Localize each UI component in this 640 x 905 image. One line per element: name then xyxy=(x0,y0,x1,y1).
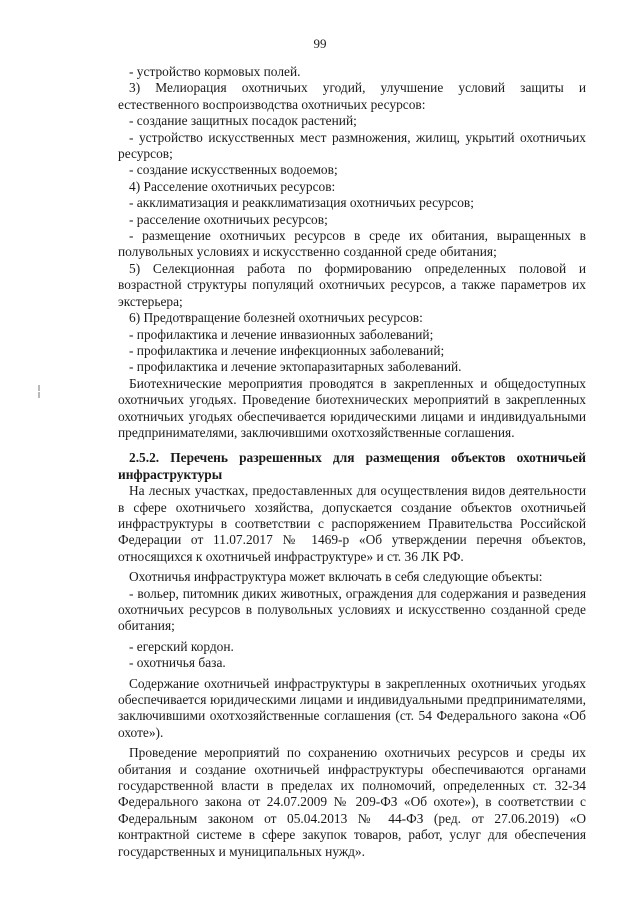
paragraph: - устройство кормовых полей. xyxy=(129,64,301,79)
scan-mark xyxy=(38,392,40,398)
paragraph: - расселение охотничьих ресурсов; xyxy=(129,211,328,227)
paragraph: - вольер, питомник диких животных, ограждения для содержания и разведения охотничьих ресурсов в полувольных условиях и искусственно созданной среде обитания; xyxy=(118,585,586,634)
paragraph: - размещение охотничьих ресурсов в среде их обитания, выращенных в полувольных условиях и искусственно созданной среде обитания; xyxy=(118,228,586,260)
document-body xyxy=(118,64,586,860)
paragraph: - акклиматизация и реакклиматизация охотничьих ресурсов; xyxy=(129,195,474,211)
paragraph: 5) Селекционная работа по формированию определенных половой и возрастной структуры популяций охотничьих ресурсов, а также параметров их экстерьера; xyxy=(118,260,586,309)
paragraph: - охотничья база. xyxy=(129,655,226,671)
paragraph: Охотничья инфраструктура может включать в себя следующие объекты: xyxy=(129,569,543,585)
paragraph: - профилактика и лечение инфекционных заболеваний; xyxy=(129,342,445,358)
paragraph: - егерский кордон. xyxy=(129,638,234,654)
section-heading: 2.5.2. Перечень разрешенных для размещения объектов охотничьей инфраструктуры xyxy=(118,450,586,482)
page-number: 99 xyxy=(313,36,327,51)
paragraph: Биотехнические мероприятия проводятся в закрепленных и общедоступных охотничьих угодьях. Проведение биотехнических мероприятий в закрепленных охотничьих угодьях обеспечивается юридическими лицами и индивидуальными предпринимателями, заключившими охотхозяйственные соглашения. xyxy=(118,375,586,440)
paragraph: Содержание охотничьей инфраструктуры в закрепленных охотничьих угодьях обеспечивается юридическими лицами и индивидуальными предпринимателями, заключившими охотхозяйственные соглашения (ст. 54 Федерального закона «Об охоте»). xyxy=(118,675,586,740)
paragraph: 3) Мелиорация охотничьих угодий, улучшение условий защиты и естественного воспроизводства охотничьих ресурсов: xyxy=(118,80,586,112)
paragraph: - устройство искусственных мест размножения, жилищ, укрытий охотничьих ресурсов; xyxy=(118,129,586,162)
paragraph: 4) Расселение охотничьих ресурсов: xyxy=(129,178,336,194)
paragraph: - создание защитных посадок растений; xyxy=(129,113,357,129)
paragraph: Проведение мероприятий по сохранению охотничьих ресурсов и среды их обитания и создание охотничьей инфраструктуры обеспечиваются органами государственной власти в пределах их полномочий, определенных ст. 32-34 Федерального закона от 24.07.2009 № 209-ФЗ «Об охоте»), в соответствии с Федеральным законом от 05.04.2013 № 44-ФЗ (ред. от 27.06.2019) «О контрактной системе в сфере закупок товаров, работ, услуг для обеспечения государственных и муниципальных нужд». xyxy=(118,745,586,859)
paragraph: 6) Предотвращение болезней охотничьих ресурсов: xyxy=(129,310,423,326)
paragraph: На лесных участках, предоставленных для осуществления видов деятельности в сфере охотничьего хозяйства, допускается создание объектов охотничьей инфраструктуры в соответствии с распоряжением Правительства Российской Федерации от 11.07.2017 № 1469-р «Об утверждении перечня объектов, относящихся к охотничьей инфраструктуре» и ст. 36 ЛК РФ. xyxy=(118,483,586,564)
paragraph: - создание искусственных водоемов; xyxy=(129,162,338,178)
paragraph: - профилактика и лечение эктопаразитарных заболеваний. xyxy=(129,359,462,375)
paragraph: - профилактика и лечение инвазионных заболеваний; xyxy=(129,326,434,342)
scan-mark xyxy=(38,385,40,391)
